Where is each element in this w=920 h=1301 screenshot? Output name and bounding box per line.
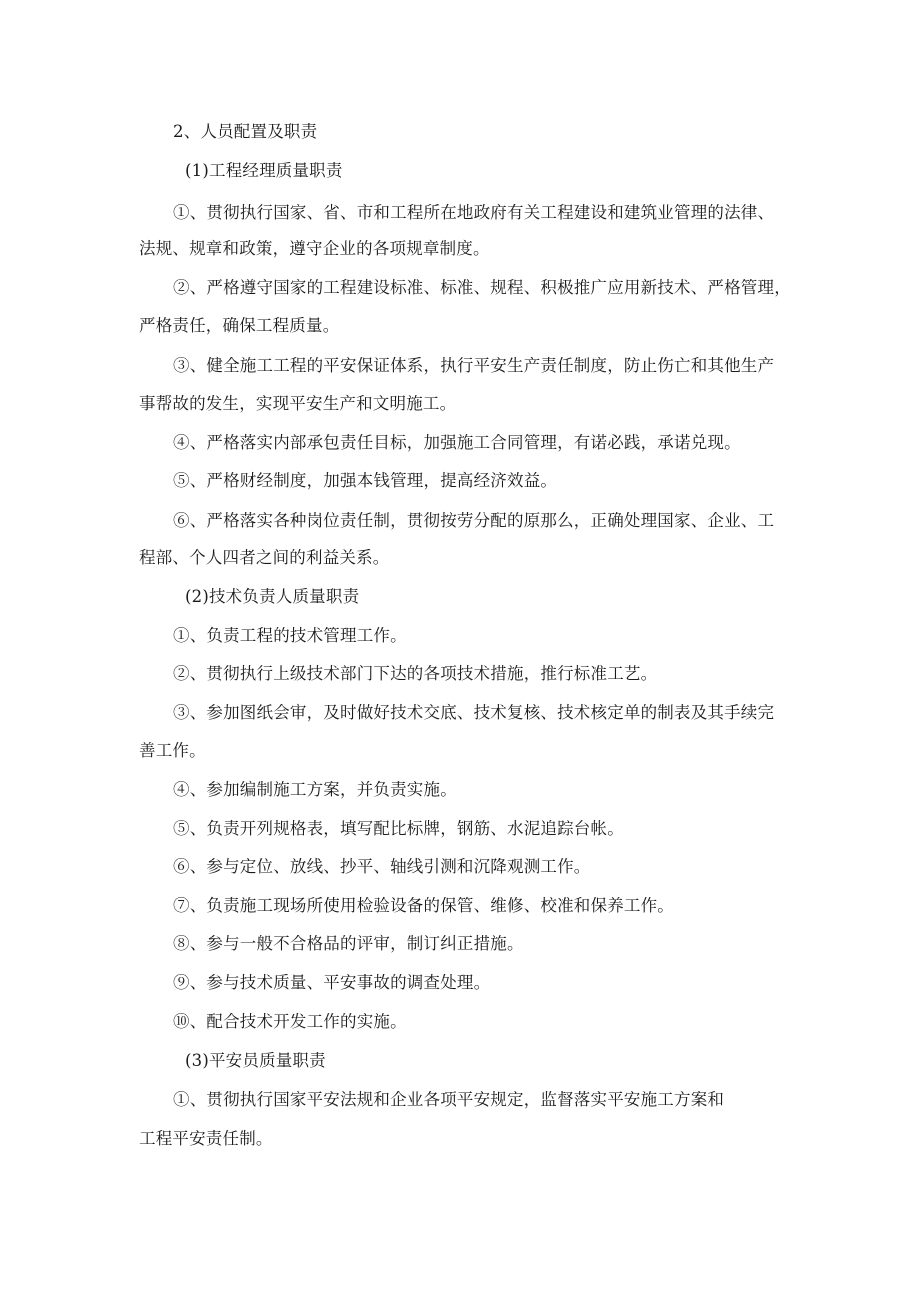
paragraph-line: ④、参加编制施工方案，并负责实施。 [173, 780, 457, 799]
paragraph-line: ④、严格落实内部承包责任目标，加强施工合同管理，有诺必践，承诺兑现。 [173, 433, 741, 452]
subsection-heading-1: (1)工程经理质量职责 [185, 161, 343, 180]
paragraph-line: 严格责任，确保工程质量。 [139, 316, 340, 335]
paragraph-line: ①、贯彻执行国家、省、市和工程所在地政府有关工程建设和建筑业管理的法律、 [173, 203, 775, 222]
paragraph-line: ⑧、参与一般不合格品的评审，制订纠正措施。 [173, 934, 524, 953]
paragraph-line: ②、贯彻执行上级技术部门下达的各项技术措施，推行标准工艺。 [173, 664, 658, 683]
paragraph-line: ⑨、参与技术质量、平安事故的调查处理。 [173, 973, 491, 992]
paragraph-line: ①、贯彻执行国家平安法规和企业各项平安规定，监督落实平安施工方案和 [173, 1090, 725, 1109]
paragraph-line: ⑤、负责开列规格表，填写配比标牌，钢筋、水泥追踪台帐。 [173, 819, 624, 838]
subsection-heading-3: (3)平安员质量职责 [185, 1051, 326, 1070]
paragraph-line: ⑦、负责施工现场所使用检验设备的保管、维修、校准和保养工作。 [173, 896, 674, 915]
paragraph-line: 事帮故的发生，实现平安生产和文明施工。 [139, 394, 457, 413]
paragraph-line: 法规、规章和政策，遵守企业的各项规章制度。 [139, 239, 490, 258]
paragraph-line: ⑥、参与定位、放线、抄平、轴线引测和沉降观测工作。 [173, 857, 591, 876]
paragraph-line: ①、负责工程的技术管理工作。 [173, 626, 407, 645]
paragraph-line: ⑥、严格落实各种岗位责任制，贯彻按劳分配的原那么，正确处理国家、企业、工 [173, 511, 775, 530]
paragraph-line: ③、健全施工工程的平安保证体系，执行平安生产责任制度，防止伤亡和其他生产 [173, 356, 775, 375]
paragraph-line: ②、严格遵守国家的工程建设标准、标准、规程、积极推广应用新技术、严格管理， [173, 278, 791, 297]
paragraph-line: 工程平安责任制。 [139, 1129, 273, 1148]
paragraph-line: ⑩、配合技术开发工作的实施。 [173, 1012, 407, 1031]
paragraph-line: 程部、个人四者之间的利益关系。 [139, 548, 390, 567]
paragraph-line: ③、参加图纸会审，及时做好技术交底、技术复核、技术核定单的制表及其手续完 [173, 703, 775, 722]
paragraph-line: ⑤、严格财经制度，加强本钱管理，提高经济效益。 [173, 471, 558, 490]
paragraph-line: 善工作。 [139, 741, 206, 760]
subsection-heading-2: (2)技术负责人质量职责 [185, 587, 360, 606]
section-heading: 2、人员配置及职责 [173, 122, 318, 141]
